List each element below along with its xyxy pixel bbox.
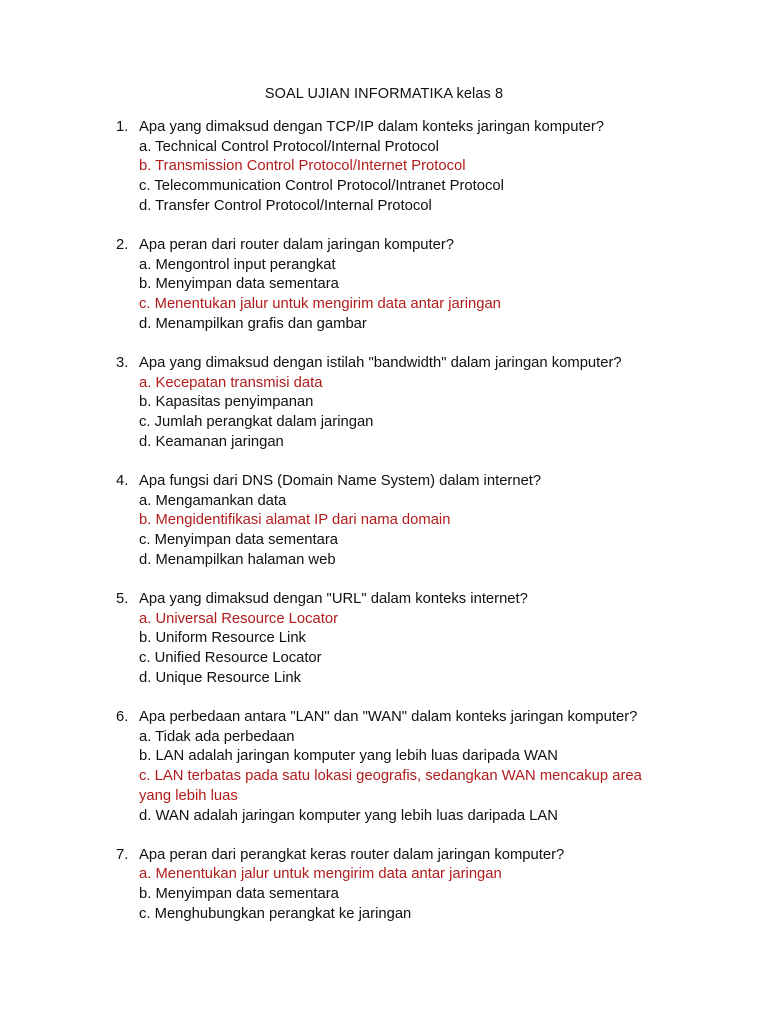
- option-b: b. Menyimpan data sementara: [139, 886, 339, 903]
- question-text: Apa yang dimaksud dengan "URL" dalam konteks internet?: [139, 591, 528, 607]
- option-a-correct: a. Menentukan jalur untuk mengirim data antar jaringan: [139, 866, 502, 883]
- option-c: c. Telecommunication Control Protocol/Intranet Protocol: [139, 178, 504, 195]
- question-2-line: [0, 236, 768, 256]
- option-c-correct: c. LAN terbatas pada satu lokasi geografis, sedangkan WAN mencakup area yang lebih luas: [139, 768, 642, 804]
- question-7: [0, 846, 768, 925]
- option-b-correct: b. Transmission Control Protocol/Internet Protocol: [139, 158, 466, 175]
- question-list: [0, 118, 768, 944]
- question-text: Apa yang dimaksud dengan TCP/IP dalam konteks jaringan komputer?: [139, 119, 605, 135]
- option-b: b. Kapasitas penyimpanan: [139, 394, 314, 411]
- option-d: d. Menampilkan halaman web: [139, 551, 336, 568]
- question-text: Apa perbedaan antara "LAN" dan "WAN" dalam konteks jaringan komputer?: [139, 709, 638, 725]
- question-1-line: [0, 118, 768, 138]
- option-b: b. Uniform Resource Link: [139, 630, 306, 647]
- question-text: Apa yang dimaksud dengan istilah "bandwidth" dalam jaringan komputer?: [139, 355, 622, 371]
- option-a: a. Technical Control Protocol/Internal Protocol: [139, 138, 439, 155]
- option-c-correct: c. Menentukan jalur untuk mengirim data antar jaringan: [139, 296, 501, 313]
- question-number: 4.: [116, 473, 129, 489]
- option-a-correct: a. Universal Resource Locator: [139, 610, 339, 627]
- option-d: d. Transfer Control Protocol/Internal Protocol: [139, 197, 432, 214]
- document-title: SOAL UJIAN INFORMATIKA kelas 8: [264, 86, 504, 102]
- option-b: b. LAN adalah jaringan komputer yang lebih luas daripada WAN: [139, 748, 558, 765]
- question-2: [0, 236, 768, 335]
- question-1: [0, 118, 768, 217]
- option-c: c. Menyimpan data sementara: [139, 532, 339, 549]
- option-d: d. Menampilkan grafis dan gambar: [139, 315, 367, 332]
- question-text: Apa peran dari perangkat keras router dalam jaringan komputer?: [139, 846, 565, 863]
- question-3-line: [0, 354, 768, 374]
- option-a: a. Mengamankan data: [139, 492, 287, 509]
- option-d: d. Keamanan jaringan: [139, 433, 284, 450]
- question-number: 1.: [116, 119, 129, 135]
- question-number: 6.: [116, 709, 129, 725]
- question-number: 7.: [116, 846, 129, 863]
- option-a: a. Tidak ada perbedaan: [139, 728, 295, 745]
- question-number: 5.: [116, 591, 129, 607]
- question-6-line: [0, 708, 768, 728]
- option-c: c. Unified Resource Locator: [139, 650, 322, 667]
- option-b-correct: b. Mengidentifikasi alamat IP dari nama domain: [139, 512, 451, 529]
- question-6: [0, 708, 768, 826]
- question-5-line: [0, 590, 768, 610]
- question-number: 2.: [116, 237, 129, 253]
- option-c: c. Menghubungkan perangkat ke jaringan: [139, 905, 412, 922]
- question-3: [0, 354, 768, 453]
- question-number: 3.: [116, 355, 129, 371]
- option-a: a. Mengontrol input perangkat: [139, 256, 336, 273]
- option-c: c. Jumlah perangkat dalam jaringan: [139, 414, 374, 431]
- question-text: Apa fungsi dari DNS (Domain Name System) dalam internet?: [139, 473, 542, 489]
- question-4: [0, 472, 768, 571]
- option-b: b. Menyimpan data sementara: [139, 276, 339, 293]
- question-7-line: [0, 846, 768, 866]
- option-a-correct: a. Kecepatan transmisi data: [139, 374, 323, 391]
- question-text: Apa peran dari router dalam jaringan komputer?: [139, 237, 455, 253]
- option-d: d. Unique Resource Link: [139, 669, 302, 686]
- option-d: d. WAN adalah jaringan komputer yang lebih luas daripada LAN: [139, 807, 558, 824]
- question-5: [0, 590, 768, 689]
- question-4-line: [0, 472, 768, 492]
